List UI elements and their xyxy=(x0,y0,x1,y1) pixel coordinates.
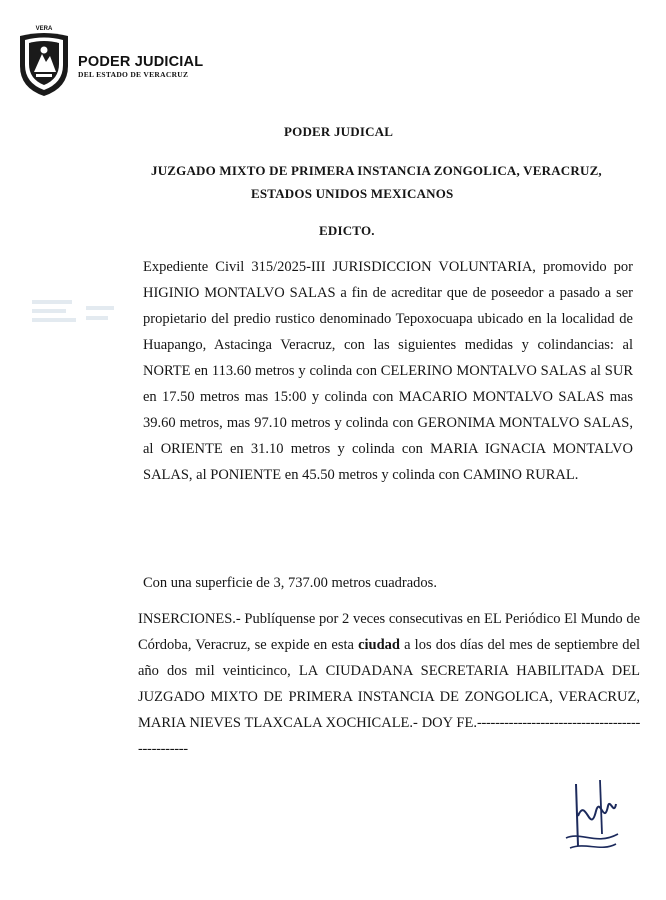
seal-caption: VERA xyxy=(35,26,53,32)
inserciones-text-start: INSERCIONES.- Publíquense por 2 veces consecutivas en EL Periódico El Mundo de Córdoba, Veracruz, se expide en esta xyxy=(138,611,640,653)
handwritten-signature xyxy=(556,776,626,856)
brand-title: PODER JUDICIAL xyxy=(78,54,204,70)
inserciones-text-end: a los dos días del mes de septiembre del año dos mil veinticinco, LA CIUDADANA SECRETARIA HABILITADA DEL JUZGADO MIXTO DE PRIMERA INSTANCIA DE ZONGOLICA, VERACRUZ, MARIA NIEVES TLAXCALA XOCHICALE.- DOY FE. xyxy=(138,637,640,731)
brand-subtitle: DEL ESTADO DE VERACRUZ xyxy=(78,70,189,79)
dash-line: ----------------------------------------------- xyxy=(138,715,640,757)
heading-estados-unidos: ESTADOS UNIDOS MEXICANOS xyxy=(251,186,454,201)
inserciones-bold-ciudad: ciudad xyxy=(358,637,401,653)
paragraph-inserciones xyxy=(138,606,640,762)
heading-poder-judicial: PODER JUDICAL xyxy=(284,124,394,139)
brand-block xyxy=(78,54,203,79)
judicial-seal-icon xyxy=(14,22,74,98)
paragraph-superficie: Con una superficie de 3, 737.00 metros cuadrados. xyxy=(143,575,437,591)
letterhead xyxy=(14,22,204,100)
heading-juzgado: JUZGADO MIXTO DE PRIMERA INSTANCIA ZONGOLICA, VERACRUZ, xyxy=(151,163,602,178)
paragraph-expediente: Expediente Civil 315/2025-III JURISDICCION VOLUNTARIA, promovido por HIGINIO MONTALVO SALAS a fin de acreditar que de poseedor a pasado a ser propietario del predio rustico denominado Tepoxocuapa ubicado en la localidad de Huapango, Astacinga Veracruz, con las siguientes medidas y colindancias: al NORTE en 113.60 metros y colinda con CELERINO MONTALVO SALAS al SUR en 17.50 metros mas 15:00 y colinda con MACARIO MONTALVO SALAS mas 39.60 metros, mas 97.10 metros y colinda con GERONIMA MONTALVO SALAS, al ORIENTE en 31.10 metros y colinda con MARIA IGNACIA MONTALVO SALAS, al PONIENTE en 45.50 metros y colinda con CAMINO RURAL. xyxy=(143,259,633,483)
heading-edicto: EDICTO. xyxy=(319,223,375,238)
faint-stamp-mark xyxy=(30,296,120,330)
